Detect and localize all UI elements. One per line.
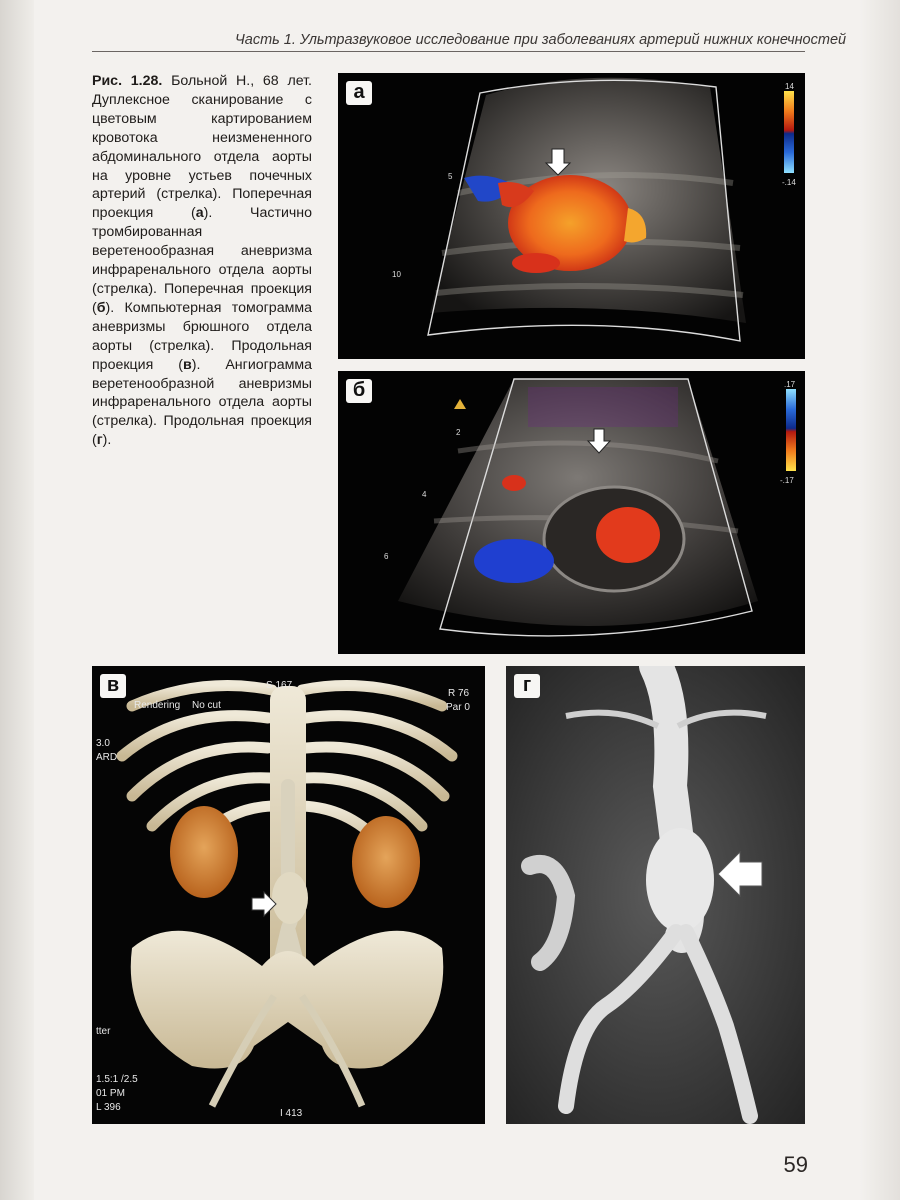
ct-overlay-text: 1.5:1 /2.5	[96, 1074, 138, 1085]
scale-bottom-label: -.14	[782, 178, 796, 187]
depth-mark: 6	[384, 552, 389, 561]
right-kidney	[352, 816, 420, 908]
ct-overlay-text: No cut	[192, 700, 221, 711]
ultrasound-image-a	[338, 73, 805, 359]
header-rule	[92, 51, 805, 52]
panel-label-d: г	[514, 674, 540, 698]
angiogram-image	[506, 666, 805, 1124]
page-edge-shadow	[860, 0, 900, 1200]
angiogram-panel-d	[506, 666, 805, 1124]
caption-text: ). Частично тромбированная веретенообразная аневризма инфраренального отдела аорты (стрелка). Поперечная проекция (	[92, 205, 312, 316]
ultrasound-panel-a	[338, 73, 805, 359]
aneurysm-ct	[272, 872, 308, 924]
panel-label-b: б	[346, 379, 372, 403]
left-kidney	[170, 806, 238, 898]
panel-label-c: в	[100, 674, 126, 698]
caption-text: ). Компьютерная томограмма аневризмы брюшного отдела аорты (стрелка). Продольная проекция (	[92, 299, 312, 373]
color-scale-bar	[784, 91, 794, 173]
ct-overlay-text: R 76	[448, 688, 470, 699]
caption-text: ). Ангиограмма веретенообразной аневризмы инфраренального отдела аорты (стрелка). Продольная проекция (	[92, 356, 312, 449]
caption-ref-c: в	[182, 356, 192, 373]
renal-vessel	[512, 253, 560, 273]
ultrasound-image-b	[338, 371, 805, 654]
color-noise-strip	[528, 387, 678, 427]
scale-top-label: 14	[785, 82, 794, 91]
scale-bottom-label: -.17	[780, 476, 794, 485]
focus-marker	[454, 399, 466, 409]
panel-label-a: а	[346, 81, 372, 105]
figure-caption	[92, 72, 312, 450]
ct-overlay-text: 01 PM	[96, 1088, 125, 1099]
page-number: 59	[783, 1152, 808, 1177]
depth-mark: 2	[456, 428, 461, 437]
depth-mark: 10	[392, 270, 401, 279]
ct-overlay-text: S 167	[266, 680, 293, 691]
ct-overlay-text: L 396	[96, 1102, 121, 1113]
depth-mark: 4	[422, 490, 427, 499]
scale-top-label: .17	[784, 380, 796, 389]
red-flow-spot	[502, 475, 526, 491]
ct-rendering-image	[92, 666, 485, 1124]
ct-overlay-text: tter	[96, 1026, 111, 1037]
ct-overlay-text: Rendering	[134, 700, 181, 711]
running-header: Часть 1. Ультразвуковое исследование при заболеваниях артерий нижних конечностей	[235, 32, 847, 48]
caption-ref-a: а	[195, 205, 204, 222]
color-scale-bar	[786, 389, 796, 471]
figure-label: Рис. 1.28.	[92, 73, 163, 89]
ct-overlay-text: I 413	[280, 1108, 303, 1119]
pelvis	[131, 931, 444, 1069]
page-binding-shadow	[0, 0, 34, 1200]
ultrasound-panel-b	[338, 371, 805, 654]
caption-ref-b: б	[96, 299, 106, 316]
ct-overlay-text: 3.0	[96, 738, 110, 749]
ct-panel-c	[92, 666, 485, 1124]
aneurysm-lumen-flow	[596, 507, 660, 563]
caption-ref-d: г	[96, 432, 103, 449]
aneurysm-angio	[646, 828, 714, 932]
ct-overlay-text: Par 0	[446, 702, 470, 713]
venous-flow	[474, 539, 554, 583]
depth-mark: 5	[448, 172, 453, 181]
caption-text: ).	[102, 432, 112, 449]
caption-text: Больной Н., 68 лет. Дуплексное сканирование с цветовым картированием кровотока неизмененного абдоминального отдела аорты на уровне устьев почечных артерий (стрелка). Поперечная проекция (	[92, 73, 313, 222]
ct-overlay-text: ARD	[96, 752, 118, 763]
